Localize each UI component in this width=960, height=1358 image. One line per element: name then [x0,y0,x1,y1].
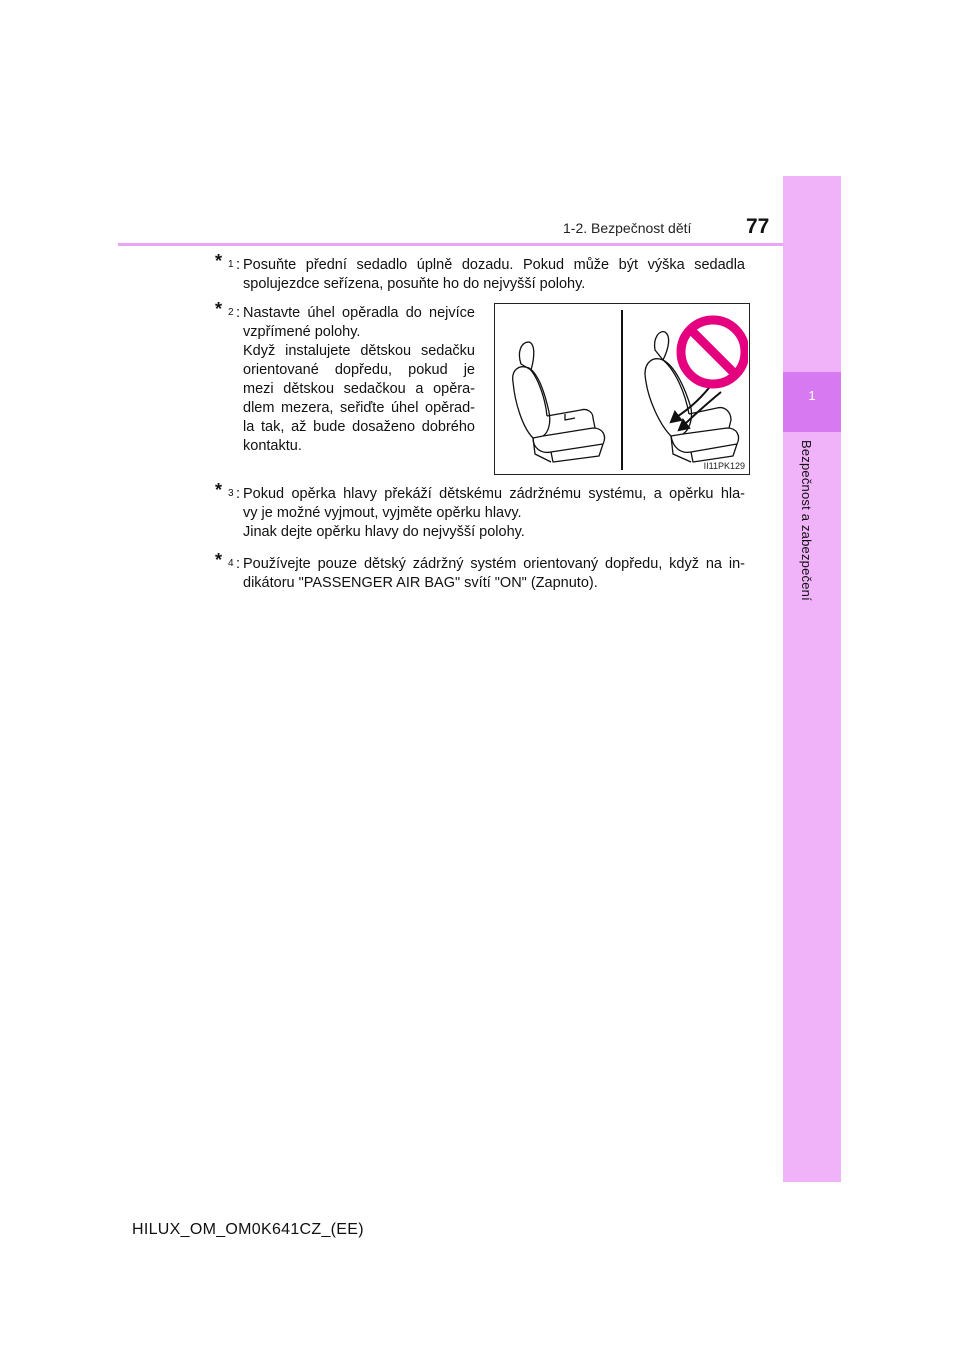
prohibited-icon [681,320,745,384]
note-number: 3 [228,488,234,499]
note-number: 1 [228,259,234,270]
note-line: orientované dopředu, pokud je [243,362,475,378]
section-title: 1-2. Bezpečnost dětí [563,220,692,236]
chapter-side-tab [783,176,841,1182]
note-line: Když instalujete dětskou sedačku [243,343,475,359]
note-2: * 2 : Nastavte úhel opěradla do nejvíce vzpřímené polohy. Když instalujete dětskou sedačku orientované dopředu, pokud je mezi dětskou sedačkou a opěra- dlem mezera, seřiďte úhel opěrad- la tak, až bude dosaženo dobrého kontaktu. [215,299,475,454]
note-line: vzpřímené polohy. [243,324,361,340]
seat-correct-icon [513,342,605,462]
note-line: spolujezdce seřízena, posuňte ho do nejvyšší polohy. [243,276,586,292]
note-line: dikátoru "PASSENGER AIR BAG" svítí "ON" (Zapnuto). [243,575,598,591]
note-asterisk: * [215,480,223,500]
document-code: HILUX_OM_OM0K641CZ_(EE) [132,1221,364,1238]
figure-code: II11PK129 [703,461,745,471]
header-rule [118,243,783,246]
note-asterisk: * [215,550,223,570]
chapter-label: Bezpečnost a zabezpečení [799,440,814,601]
note-line: kontaktu. [243,438,302,454]
note-number: 2 [228,307,234,318]
note-line: Jinak dejte opěrku hlavy do nejvyšší polohy. [243,524,525,540]
chapter-number: 1 [808,388,816,403]
note-asterisk: * [215,299,223,319]
note-line: Používejte pouze dětský zádržný systém orientovaný dopředu, když na in- [243,556,745,572]
note-line: Nastavte úhel opěradla do nejvíce [243,305,475,321]
note-line: vy je možné vyjmout, vyjměte opěrku hlavy. [243,505,522,521]
note-3: * 3 : Pokud opěrka hlavy překáží dětskému zádržnému systému, a opěrku hla- vy je možné vyjmout, vyjměte opěrku hlavy. Jinak dejte opěrku hlavy do nejvyšší polohy. [215,480,745,540]
page-number: 77 [746,215,770,238]
seat-illustration [495,304,748,473]
note-1: * 1 : Posuňte přední sedadlo úplně dozadu. Pokud může být výška sedadla spolujezdce seřízena, posuňte ho do nejvyšší polohy. [215,251,745,292]
seat-figure [494,303,750,475]
note-line: Pokud opěrka hlavy překáží dětskému zádržnému systému, a opěrku hla- [243,486,745,502]
note-number: 4 [228,558,234,569]
note-line: dlem mezera, seřiďte úhel opěrad- [243,400,475,416]
note-line: Posuňte přední sedadlo úplně dozadu. Pokud může být výška sedadla [243,257,745,273]
note-line: mezi dětskou sedačkou a opěra- [243,381,475,397]
note-4: * 4 : Používejte pouze dětský zádržný systém orientovaný dopředu, když na in- dikátoru "PASSENGER AIR BAG" svítí "ON" (Zapnuto). [215,550,745,591]
note-line: la tak, až bude dosaženo dobrého [243,419,475,435]
note-asterisk: * [215,251,223,271]
seat-gap-icon [645,332,739,462]
